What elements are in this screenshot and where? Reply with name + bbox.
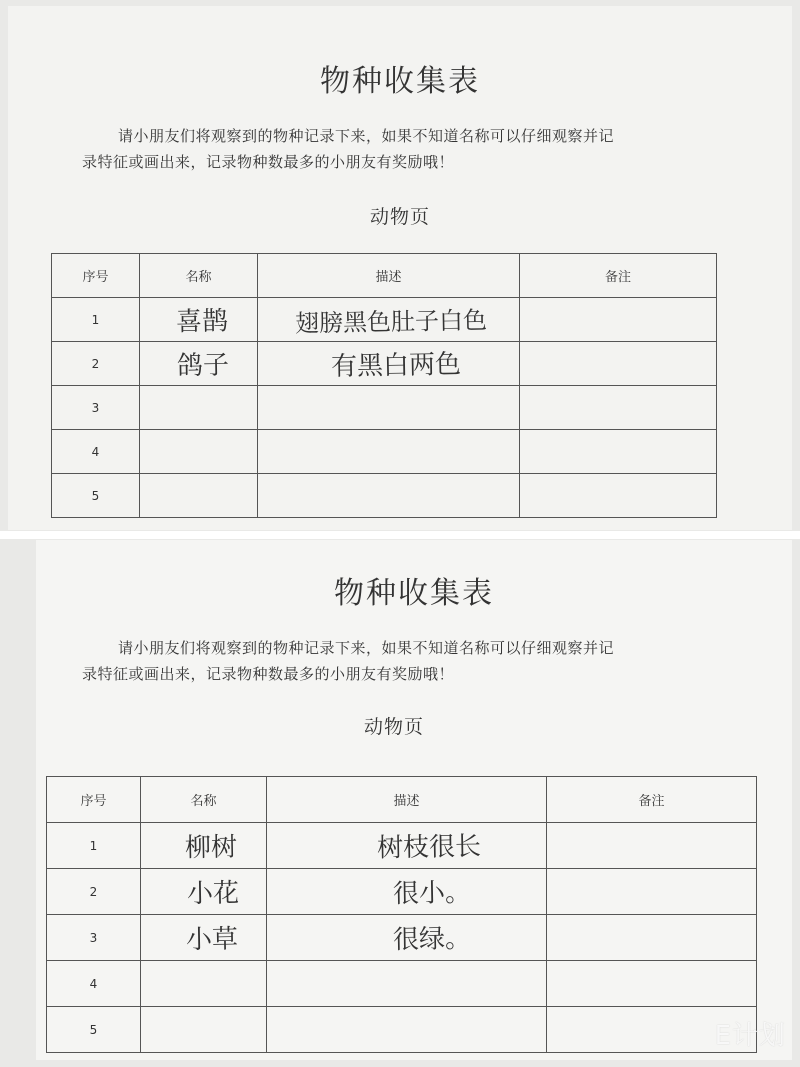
species-table <box>46 776 757 1053</box>
sheet-title: 物种收集表 <box>334 576 494 611</box>
header-note: 备注 <box>547 777 757 823</box>
handwritten-description: 有黑白两色 <box>258 342 520 386</box>
worksheet-photo-2 <box>36 540 792 1060</box>
row-number: 2 <box>47 869 141 915</box>
header-description: 描述 <box>267 777 547 823</box>
header-name: 名称 <box>141 777 267 823</box>
table-row <box>47 1007 757 1053</box>
header-number: 序号 <box>47 777 141 823</box>
row-number: 3 <box>52 386 140 430</box>
description-cell <box>258 474 520 518</box>
note-cell <box>520 430 717 474</box>
intro-line-1: 请小朋友们将观察到的物种记录下来，如果不知道名称可以仔细观察并记 <box>118 639 615 657</box>
row-number: 1 <box>47 823 141 869</box>
handwritten-name: 小花 <box>141 869 267 915</box>
note-cell <box>547 961 757 1007</box>
name-cell <box>141 961 267 1007</box>
sheet-intro <box>82 635 615 687</box>
row-number: 1 <box>52 298 140 342</box>
handwritten-name: 小草 <box>141 915 267 961</box>
species-table <box>51 253 717 518</box>
table-header-row <box>47 777 757 823</box>
row-number: 5 <box>47 1007 141 1053</box>
handwritten-name: 柳树 <box>141 823 267 869</box>
row-number: 3 <box>47 915 141 961</box>
row-number: 5 <box>52 474 140 518</box>
intro-line-2: 录特征或画出来，记录物种数最多的小朋友有奖励哦！ <box>82 153 455 171</box>
note-cell <box>520 386 717 430</box>
sheet-title: 物种收集表 <box>320 64 480 99</box>
handwritten-description: 翅膀黑色肚子白色 <box>258 298 520 342</box>
handwritten-description: 树枝很长 <box>267 823 547 869</box>
note-cell <box>520 298 717 342</box>
sheet-subtitle: 动物页 <box>363 716 424 738</box>
handwritten-name: 鸽子 <box>140 342 258 386</box>
name-cell <box>140 430 258 474</box>
intro-line-2: 录特征或画出来，记录物种数最多的小朋友有奖励哦！ <box>82 665 455 683</box>
worksheet-photo-1 <box>8 6 792 530</box>
sheet-subtitle: 动物页 <box>369 206 430 228</box>
header-name: 名称 <box>140 254 258 298</box>
note-cell <box>547 823 757 869</box>
table-row <box>47 915 757 961</box>
note-cell <box>547 869 757 915</box>
handwritten-description: 很小。 <box>267 869 547 915</box>
table-row <box>47 869 757 915</box>
note-cell <box>520 474 717 518</box>
intro-line-1: 请小朋友们将观察到的物种记录下来，如果不知道名称可以仔细观察并记 <box>118 127 615 145</box>
description-cell <box>267 961 547 1007</box>
header-description: 描述 <box>258 254 520 298</box>
row-number: 2 <box>52 342 140 386</box>
watermark: E计划 <box>714 1021 786 1051</box>
table-header-row <box>52 254 717 298</box>
row-number: 4 <box>47 961 141 1007</box>
table-row <box>52 386 717 430</box>
description-cell <box>267 1007 547 1053</box>
sheet-intro <box>82 123 615 175</box>
table-row <box>47 961 757 1007</box>
header-note: 备注 <box>520 254 717 298</box>
handwritten-description: 很绿。 <box>267 915 547 961</box>
note-cell <box>547 915 757 961</box>
photo-divider <box>0 531 800 539</box>
note-cell <box>520 342 717 386</box>
table-row <box>52 474 717 518</box>
row-number: 4 <box>52 430 140 474</box>
table-row <box>52 298 717 342</box>
handwritten-name: 喜鹊 <box>140 298 258 342</box>
table-row <box>47 823 757 869</box>
description-cell <box>258 386 520 430</box>
table-row <box>52 342 717 386</box>
name-cell <box>140 474 258 518</box>
table-row <box>52 430 717 474</box>
name-cell <box>141 1007 267 1053</box>
header-number: 序号 <box>52 254 140 298</box>
name-cell <box>140 386 258 430</box>
description-cell <box>258 430 520 474</box>
